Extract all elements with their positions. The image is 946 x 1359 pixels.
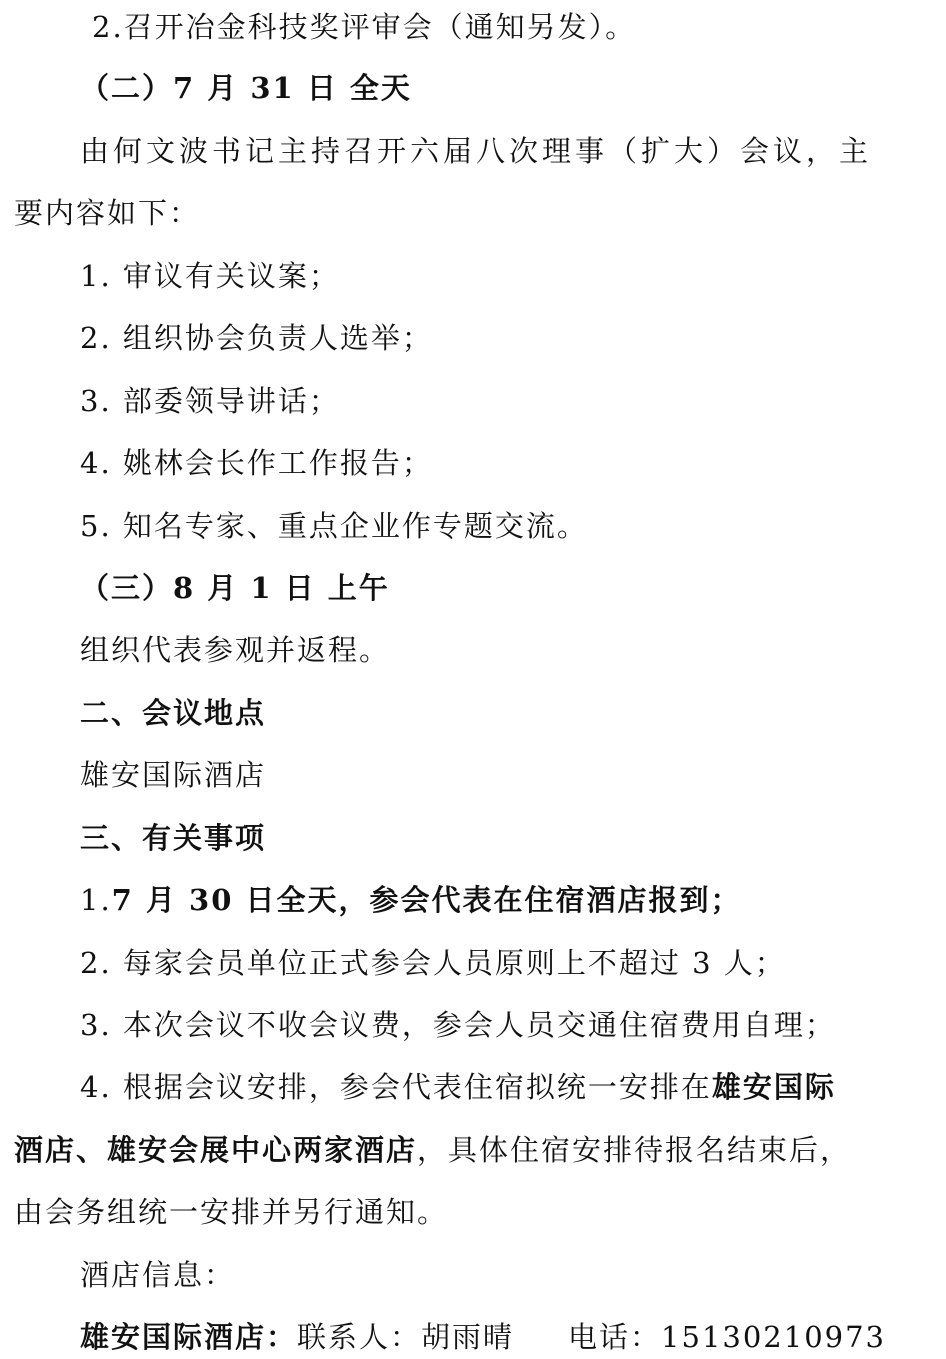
matters-item-4-line2 <box>0 1130 868 1170</box>
matters-item-4-hotels: 酒店、雄安会展中心两家酒店 <box>14 1133 418 1167</box>
day3-text: 组织代表参观并返程。 <box>80 633 391 667</box>
matters-item-4-text: 4. 根据会议安排，参会代表住宿拟统一安排在 <box>80 1070 712 1104</box>
matters-item-4-line1 <box>0 1067 934 1107</box>
hotel-name: 雄安国际酒店： <box>80 1320 298 1354</box>
day2-item-2: 2. 组织协会负责人选举； <box>80 321 433 355</box>
matters-item-4-hotel-a: 雄安国际 <box>711 1070 836 1104</box>
day2-intro-line1: 由何文波书记主持召开六届八次理事（扩大）会议，主 <box>80 134 873 168</box>
day2-heading: （二）7 月 31 日 全天 <box>80 71 412 105</box>
matters-item-1 <box>0 880 934 920</box>
day2-item-4: 4. 姚林会长作工作报告； <box>80 446 433 480</box>
day2-item-1: 1. 审议有关议案； <box>80 259 340 293</box>
day2-intro-line2: 要内容如下： <box>14 196 201 230</box>
venue-heading: 二、会议地点 <box>80 696 267 730</box>
day2-item-3: 3. 部委领导讲话； <box>80 384 340 418</box>
hotel-contact: 联系人：胡雨晴 <box>297 1320 515 1354</box>
matters-item-4-text-cont: ，具体住宿安排待报名结束后， <box>417 1133 852 1167</box>
matters-item-2: 2. 每家会员单位正式参会人员原则上不超过 3 人； <box>80 946 786 980</box>
hotel-contact-row <box>0 1317 934 1357</box>
matters-heading: 三、有关事项 <box>80 821 267 855</box>
hotel-info-label: 酒店信息： <box>80 1258 236 1292</box>
day3-heading: （三）8 月 1 日 上午 <box>80 571 390 605</box>
matters-item-1-number: 1. <box>80 883 112 917</box>
day2-item-5: 5. 知名专家、重点企业作专题交流。 <box>80 509 588 543</box>
matters-item-4-line3: 由会务组统一安排并另行通知。 <box>14 1195 449 1229</box>
venue-text: 雄安国际酒店 <box>80 758 267 792</box>
hotel-phone-label: 电话： <box>568 1320 662 1354</box>
schedule-item-awards: 2.召开冶金科技奖评审会（通知另发）。 <box>92 10 637 44</box>
matters-item-3: 3. 本次会议不收会议费，参会人员交通住宿费用自理； <box>80 1008 836 1042</box>
matters-item-1-text: 7 月 30 日全天，参会代表在住宿酒店报到； <box>111 883 742 917</box>
hotel-phone-number: 15130210973 <box>661 1320 887 1354</box>
